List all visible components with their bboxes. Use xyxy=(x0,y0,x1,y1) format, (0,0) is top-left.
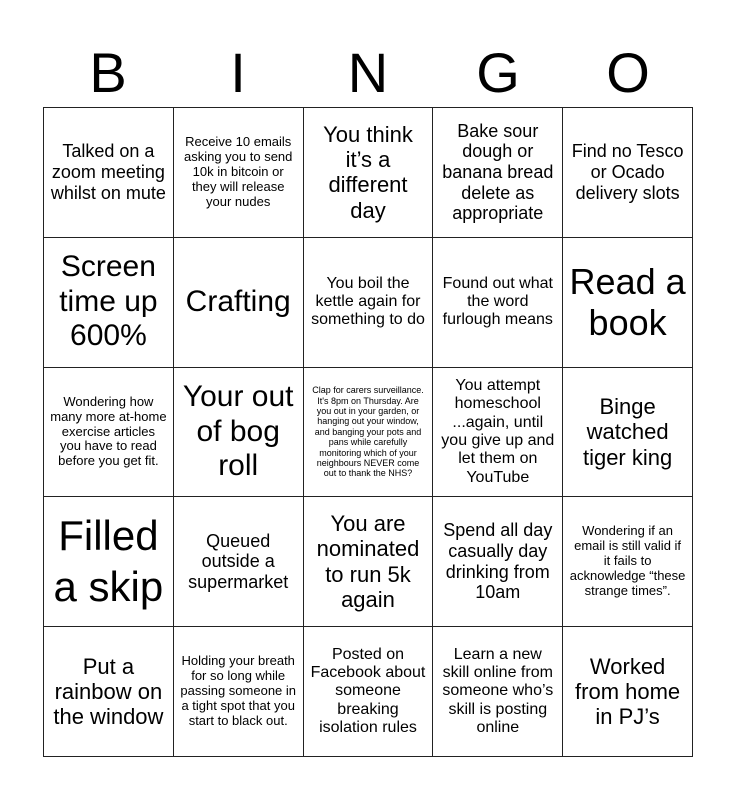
header-letter-n: N xyxy=(347,41,389,104)
bingo-cell[interactable]: Bake sour dough or banana bread delete as appropriate xyxy=(433,108,563,238)
bingo-cell[interactable]: Screen time up 600% xyxy=(44,238,174,368)
header-letter-o: O xyxy=(606,41,650,104)
bingo-header xyxy=(43,40,693,106)
header-letter-g: G xyxy=(476,41,520,104)
bingo-cell[interactable]: Found out what the word furlough means xyxy=(433,238,563,368)
bingo-cell[interactable]: Find no Tesco or Ocado delivery slots xyxy=(563,108,693,238)
bingo-cell[interactable]: Queued outside a supermarket xyxy=(174,497,304,627)
bingo-cell[interactable]: You think it’s a different day xyxy=(304,108,434,238)
bingo-cell[interactable]: Crafting xyxy=(174,238,304,368)
bingo-cell[interactable]: You attempt homeschool ...again, until you give up and let them on YouTube xyxy=(433,368,563,498)
bingo-cell[interactable]: Your out of bog roll xyxy=(174,368,304,498)
bingo-cell[interactable]: Holding your breath for so long while passing someone in a tight spot that you start to black out. xyxy=(174,627,304,757)
bingo-cell[interactable]: You boil the kettle again for something to do xyxy=(304,238,434,368)
bingo-cell[interactable]: Worked from home in PJ’s xyxy=(563,627,693,757)
bingo-cell[interactable]: Wondering if an email is still valid if it fails to acknowledge “these strange times”. xyxy=(563,497,693,627)
bingo-cell[interactable]: Wondering how many more at-home exercise articles you have to read before you get fit. xyxy=(44,368,174,498)
bingo-cell[interactable]: Read a book xyxy=(563,238,693,368)
header-letter-i: I xyxy=(230,41,246,104)
header-letter-b: B xyxy=(89,41,127,104)
bingo-cell[interactable]: Binge watched tiger king xyxy=(563,368,693,498)
bingo-grid xyxy=(43,107,693,757)
bingo-cell[interactable]: Learn a new skill online from someone who’s skill is posting online xyxy=(433,627,563,757)
bingo-cell[interactable]: Put a rainbow on the window xyxy=(44,627,174,757)
bingo-cell[interactable]: Clap for carers surveillance. It's 8pm on Thursday. Are you out in your garden, or hanging out your window, and banging your pots and pans while carefully monitoring which of your neighbours NEVER come out to thank the NHS? xyxy=(304,368,434,498)
bingo-cell[interactable]: Posted on Facebook about someone breaking isolation rules xyxy=(304,627,434,757)
bingo-cell[interactable]: Filled a skip xyxy=(44,497,174,627)
bingo-cell[interactable]: Spend all day casually day drinking from 10am xyxy=(433,497,563,627)
bingo-cell[interactable]: Receive 10 emails asking you to send 10k in bitcoin or they will release your nudes xyxy=(174,108,304,238)
bingo-cell[interactable]: You are nominated to run 5k again xyxy=(304,497,434,627)
bingo-cell[interactable]: Talked on a zoom meeting whilst on mute xyxy=(44,108,174,238)
